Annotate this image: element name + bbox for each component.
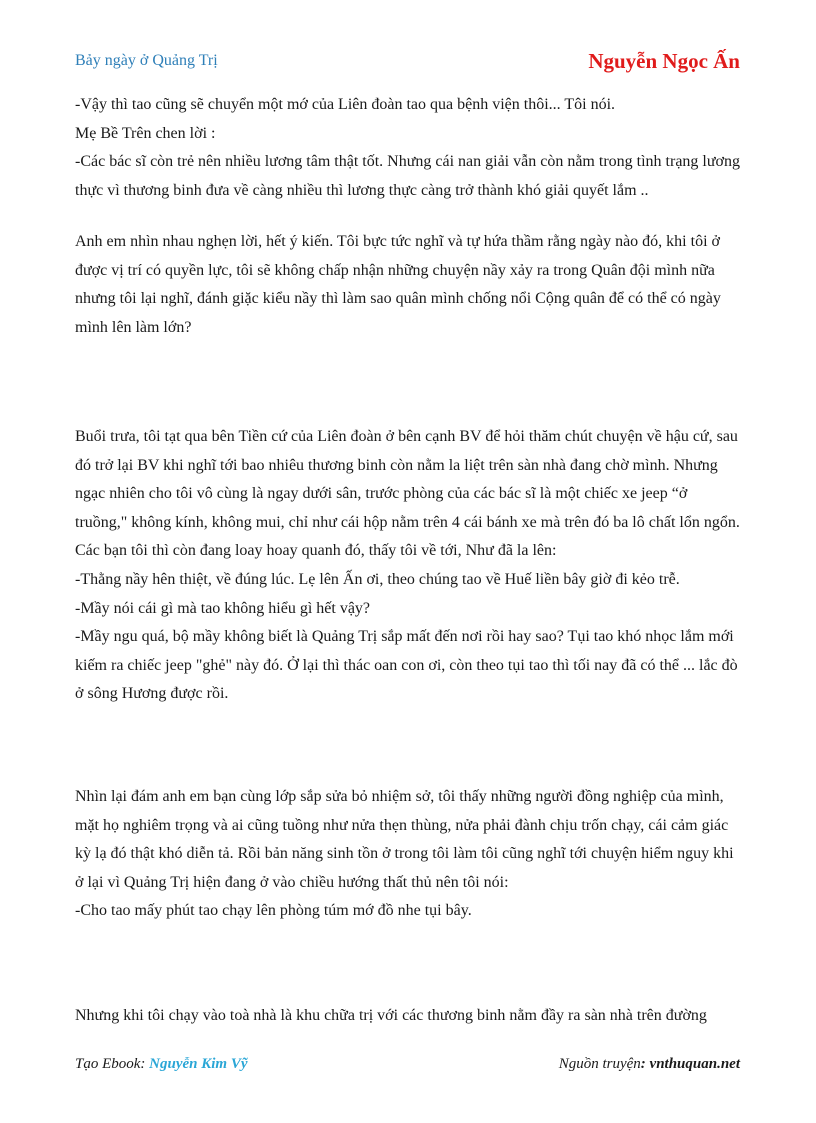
author-name: Nguyễn Ngọc Ấn — [588, 49, 740, 73]
source-credit — [559, 1056, 740, 1073]
paragraph: Anh em nhìn nhau nghẹn lời, hết ý kiến. Tôi bực tức nghĩ và tự hứa thầm rằng ngày nào đó, khi tôi ở được vị trí có quyền lực, tôi sẽ không chấp nhận những chuyện nầy xảy ra trong Quân đội mình nữa nhưng tôi lại nghĩ, đánh giặc kiểu nầy thì làm sao quân mình chống nổi Cộng quân để có thể có ngày mình lên làm lớn? — [75, 233, 721, 336]
paragraph: -Các bác sĩ còn trẻ nên nhiều lương tâm thật tốt. Nhưng cái nan giải vẫn còn nằm trong tình trạng lương thực vì thương binh đưa về càng nhiều thì lương thực càng trở thành khó giải quyết lắm .. — [75, 153, 740, 199]
paragraph-block-4 — [75, 783, 741, 926]
paragraph-block-5 — [75, 1002, 741, 1031]
paragraph-block-2 — [75, 228, 741, 342]
ebook-credit — [75, 1056, 248, 1073]
paragraph: -Cho tao mấy phút tao chạy lên phòng túm mớ đồ nhe tụi bây. — [75, 902, 472, 920]
source-site: vnthuquan.net — [649, 1056, 740, 1072]
ebook-separator: : — [140, 1056, 150, 1072]
paragraph: Nhìn lại đám anh em bạn cùng lớp sắp sửa bỏ nhiệm sở, tôi thấy những người đồng nghiệp của mình, mặt họ nghiêm trọng và ai cũng tuồng như nửa thẹn thùng, nửa phải đành chịu trốn chạy, cái cảm giác kỳ lạ đó thật khó diễn tả. Rồi bản năng sinh tồn ở trong tôi làm tôi cũng nghĩ tới chuyện hiểm nguy khi ở lại vì Quảng Trị hiện đang ở vào chiều hướng thất thủ nên tôi nói: — [75, 788, 734, 891]
paragraph: Mẹ Bề Trên chen lời : — [75, 124, 216, 142]
source-separator: : — [640, 1056, 650, 1072]
paragraph: Buổi trưa, tôi tạt qua bên Tiền cứ của Liên đoàn ở bên cạnh BV để hỏi thăm chút chuyện về hậu cứ, sau đó trở lại BV khi nghĩ tới bao nhiêu thương binh còn nằm la liệt trên sàn nhà đang chờ mình. Nhưng ngạc nhiên cho tôi vô cùng là ngay dưới sân, trước phòng của các bác sĩ là một chiếc xe jeep “ở truồng," không kính, không mui, chỉ như cái hộp nằm trên 4 cái bánh xe mà trên đó ba lô chất lổn ngổn. Các bạn tôi thì còn đang loay hoay quanh đó, thấy tôi về tới, Như đã la lên: — [75, 428, 740, 560]
paragraph: -Thằng nầy hên thiệt, về đúng lúc. Lẹ lên Ấn ơi, theo chúng tao về Huế liền bây giờ đi kẻo trễ. — [75, 570, 680, 588]
paragraph: -Mầy nói cái gì mà tao không hiểu gì hết vậy? — [75, 599, 371, 617]
paragraph-block-3 — [75, 423, 741, 709]
paragraph: Nhưng khi tôi chạy vào toà nhà là khu chữa trị với các thương binh nằm đầy ra sàn nhà trên đường — [75, 1007, 707, 1024]
paragraph-block-1 — [75, 91, 741, 205]
paragraph: -Vậy thì tao cũng sẽ chuyển một mớ của Liên đoàn tao qua bệnh viện thôi... Tôi nói. — [75, 96, 616, 113]
paragraph: -Mầy ngu quá, bộ mầy không biết là Quảng Trị sắp mất đến nơi rồi hay sao? Tụi tao khó nhọc lắm mới kiếm ra chiếc jeep "ghẻ" này đó. Ở lại thì thác oan con ơi, còn theo tụi tao thì tối nay đã có thể ... lắc đò ở sông Hương được rồi. — [75, 628, 738, 703]
ebook-creator-name: Nguyễn Kim Vỹ — [149, 1056, 248, 1072]
source-label: Nguồn truyện — [558, 1056, 641, 1072]
book-title: Bảy ngày ở Quảng Trị — [75, 52, 218, 69]
ebook-label: Tạo Ebook — [75, 1056, 141, 1072]
